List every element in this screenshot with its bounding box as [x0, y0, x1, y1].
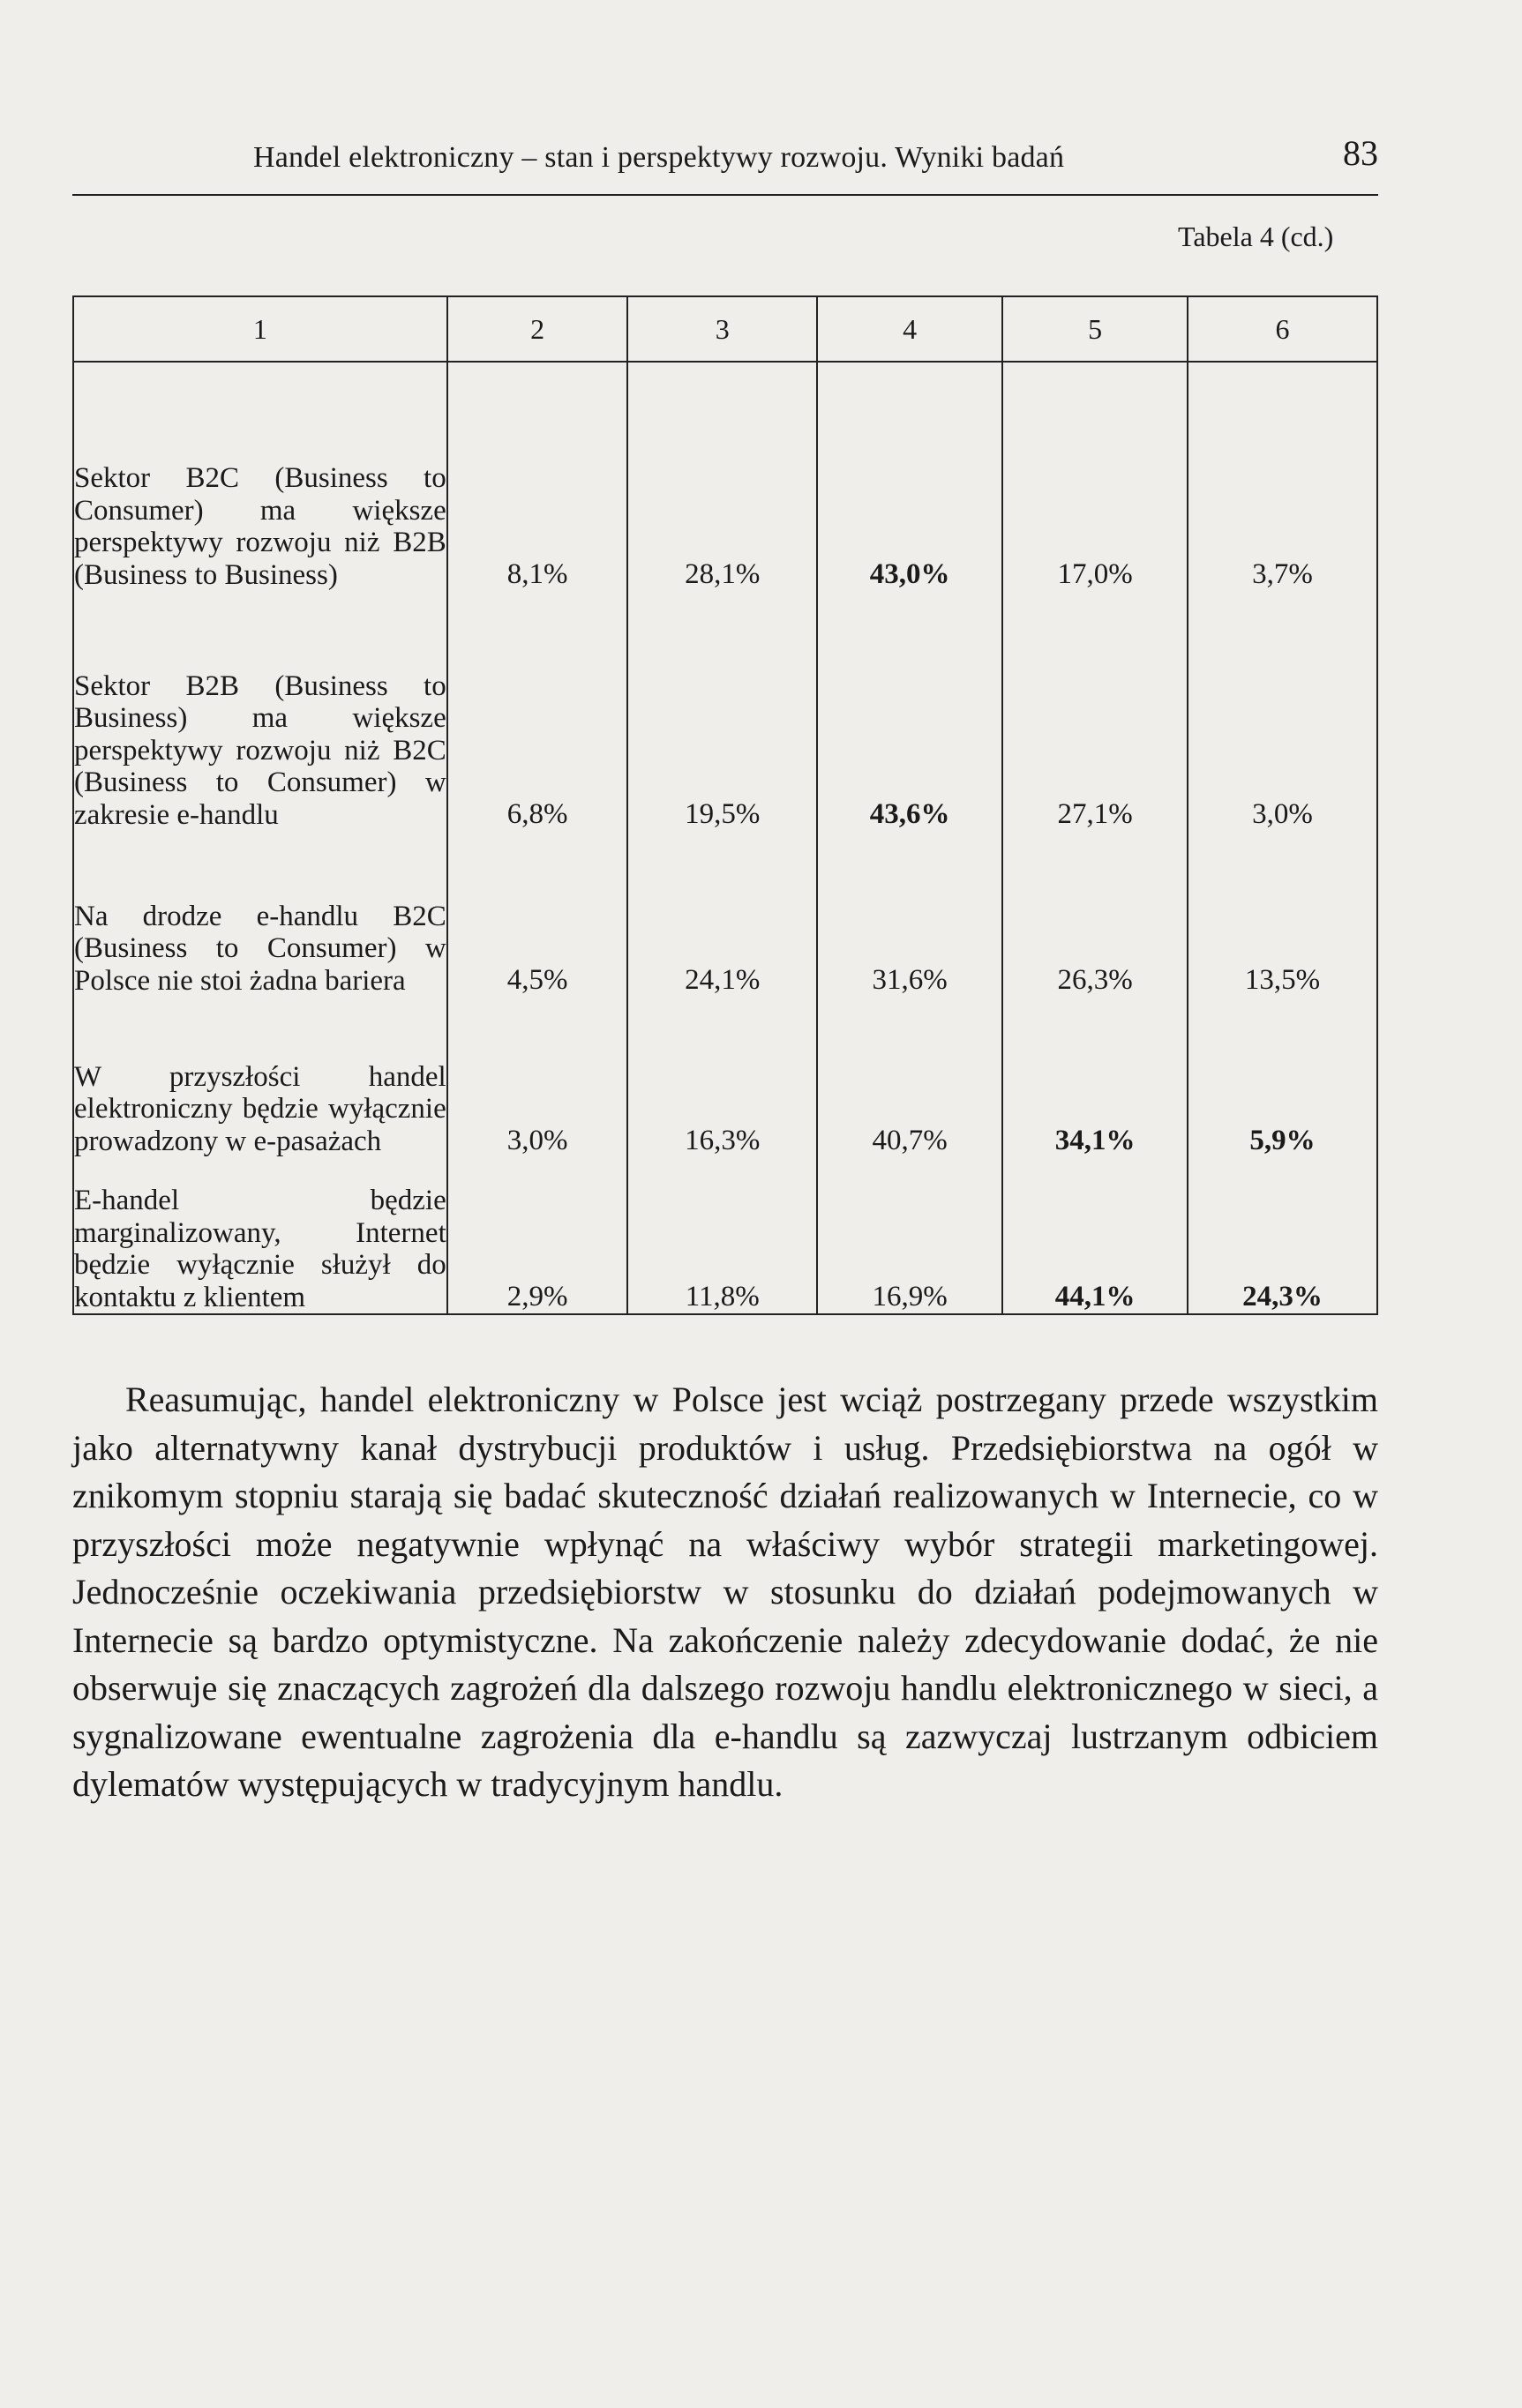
value-cell: 34,1% [1002, 997, 1188, 1157]
value-cell: 24,3% [1188, 1157, 1377, 1314]
value-cell: 44,1% [1002, 1157, 1188, 1314]
column-header: 2 [447, 296, 628, 362]
value-cell: 31,6% [817, 831, 1002, 997]
value-cell: 8,1% [447, 362, 628, 591]
value-cell: 3,7% [1188, 362, 1377, 591]
value-cell: 3,0% [447, 997, 628, 1157]
column-header: 4 [817, 296, 1002, 362]
value-cell: 16,3% [627, 997, 817, 1157]
column-header: 6 [1188, 296, 1377, 362]
value-cell: 40,7% [817, 997, 1002, 1157]
value-cell: 13,5% [1188, 831, 1377, 997]
value-cell: 28,1% [627, 362, 817, 591]
survey-results-table [72, 295, 1378, 1315]
statement-cell: E-handel będzie marginalizowany, Internet będzie wyłącznie służył do kontaktu z klientem [73, 1157, 447, 1314]
statement-cell: Sektor B2C (Business to Consumer) ma większe perspektywy rozwoju niż B2B (Business to Business) [73, 362, 447, 591]
value-cell: 43,0% [817, 362, 1002, 591]
page-header [72, 132, 1378, 196]
table-caption: Tabela 4 (cd.) [1178, 221, 1334, 252]
table-row [73, 1157, 1377, 1314]
value-cell: 6,8% [447, 591, 628, 831]
value-cell: 43,6% [817, 591, 1002, 831]
value-cell: 4,5% [447, 831, 628, 997]
conclusion-paragraph: Reasumując, handel elektroniczny w Polsce jest wciąż postrzegany przede wszystkim jako alternatywny kanał dystrybucji produktów i usług. Przedsiębiorstwa na ogół w znikomym stopniu starają się badać skuteczność działań realizowanych w Internecie, co w przyszłości może negatywnie wpłynąć na właściwy wybór strategii marketingowej. Jednocześnie oczekiwania przedsiębiorstw w stosunku do działań podejmowanych w Internecie są bardzo optymistyczne. Na zakończenie należy zdecydowanie dodać, że nie obserwuje się znaczących zagrożeń dla dalszego rozwoju handlu elektronicznego w sieci, a sygnalizowane ewentualne zagrożenia dla e-handlu są zazwyczaj lustrzanym odbiciem dylematów występujących w tradycyjnym handlu. [72, 1380, 1378, 1804]
statement-cell: W przyszłości handel elektroniczny będzie wyłącznie prowadzony w e-pasażach [73, 997, 447, 1157]
column-header: 5 [1002, 296, 1188, 362]
table-row [73, 997, 1377, 1157]
value-cell: 24,1% [627, 831, 817, 997]
value-cell: 11,8% [627, 1157, 817, 1314]
value-cell: 17,0% [1002, 362, 1188, 591]
statement-cell: Na drodze e-handlu B2C (Business to Consumer) w Polsce nie stoi żadna bariera [73, 831, 447, 997]
value-cell: 3,0% [1188, 591, 1377, 831]
value-cell: 27,1% [1002, 591, 1188, 831]
column-header: 1 [73, 296, 447, 362]
table-header-row [73, 296, 1377, 362]
table-row [73, 831, 1377, 997]
column-header: 3 [627, 296, 817, 362]
value-cell: 19,5% [627, 591, 817, 831]
table-row [73, 362, 1377, 591]
value-cell: 5,9% [1188, 997, 1377, 1157]
statement-cell: Sektor B2B (Business to Business) ma większe perspektywy rozwoju niż B2C (Business to Consumer) w zakresie e-handlu [73, 591, 447, 831]
page-number: 83 [1343, 133, 1378, 173]
value-cell: 16,9% [817, 1157, 1002, 1314]
running-title: Handel elektroniczny – stan i perspektywy rozwoju. Wyniki badań [253, 141, 1065, 174]
value-cell: 2,9% [447, 1157, 628, 1314]
value-cell: 26,3% [1002, 831, 1188, 997]
table-row [73, 591, 1377, 831]
